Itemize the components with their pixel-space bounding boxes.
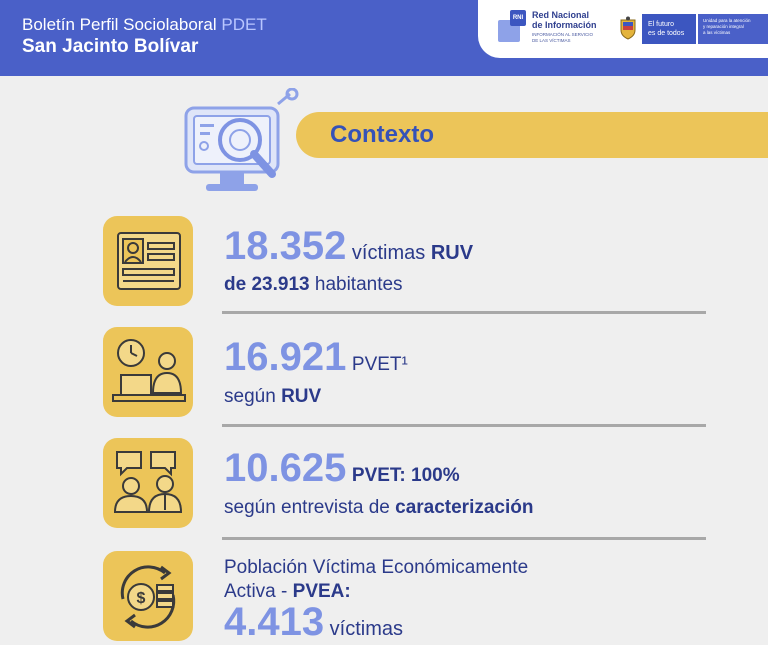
stat-label: víctimas: [351, 242, 426, 264]
svg-text:$: $: [136, 590, 146, 607]
stat-sub-bold: RUV: [281, 386, 322, 407]
rni-tagline-2: DE LAS VÍCTIMAS: [532, 38, 571, 43]
context-heading: [296, 112, 768, 158]
stat-number: 16.921: [224, 335, 347, 379]
stat-sub-prefix: según entrevista de: [224, 497, 390, 518]
divider: [222, 537, 706, 540]
stat-title: Población Víctima Económicamente: [224, 557, 529, 578]
clock-worker-icon: [103, 327, 193, 417]
stat-label-bold: PVET: 100%: [351, 465, 460, 486]
victims-unit: Unidad para la atención y reparación integral a las víctimas: [698, 14, 768, 44]
title-municipality: San Jacinto Bolívar: [22, 36, 199, 57]
bulletin-title: [22, 14, 267, 58]
title-line1: Boletín Perfil Sociolaboral: [22, 15, 217, 34]
gov-slogan: El futuro es de todos: [642, 14, 696, 44]
logo-panel: [478, 0, 768, 58]
title-accent: PDET: [221, 15, 267, 34]
stat-sub-prefix: según: [224, 386, 276, 407]
stat-title-bold: PVEA:: [292, 581, 351, 602]
rni-mark-icon: RNI: [496, 10, 526, 46]
stat-label-bold: RUV: [430, 242, 474, 264]
rni-tagline-1: INFORMACIÓN AL SERVICIO: [532, 32, 594, 37]
monitor-magnifier-icon: [182, 88, 300, 200]
stat-number: 4.413: [224, 600, 325, 644]
id-card-icon: [103, 216, 193, 306]
colombia-crest-icon: [618, 16, 638, 40]
stat-sub-bold: 23.913: [251, 274, 310, 295]
money-cycle-icon: [103, 551, 193, 641]
rni-name-1: Red Nacional: [532, 10, 590, 20]
stat-sub-bold: caracterización: [395, 497, 534, 518]
rni-logo: [496, 10, 606, 50]
stat-suffix: víctimas: [329, 618, 404, 640]
interview-icon: [103, 438, 193, 528]
divider: [222, 424, 706, 427]
stat-label: PVET¹: [351, 354, 408, 375]
context-heading-label: Contexto: [330, 121, 434, 148]
stat-sub-prefix: de: [224, 274, 247, 295]
rni-name-2: de Información: [532, 20, 597, 30]
divider: [222, 311, 706, 314]
stat-title-prefix: Activa -: [224, 581, 288, 602]
stat-pvea: [224, 556, 528, 645]
stat-victims-ruv: [224, 226, 473, 297]
stat-number: 18.352: [224, 224, 347, 268]
stat-pvet-interview: [224, 448, 533, 520]
government-logo: [618, 14, 768, 44]
stat-sub-suffix: habitantes: [314, 274, 403, 295]
header-bar: [0, 0, 768, 76]
stat-number: 10.625: [224, 446, 347, 490]
stat-pvet-ruv: [224, 337, 408, 409]
